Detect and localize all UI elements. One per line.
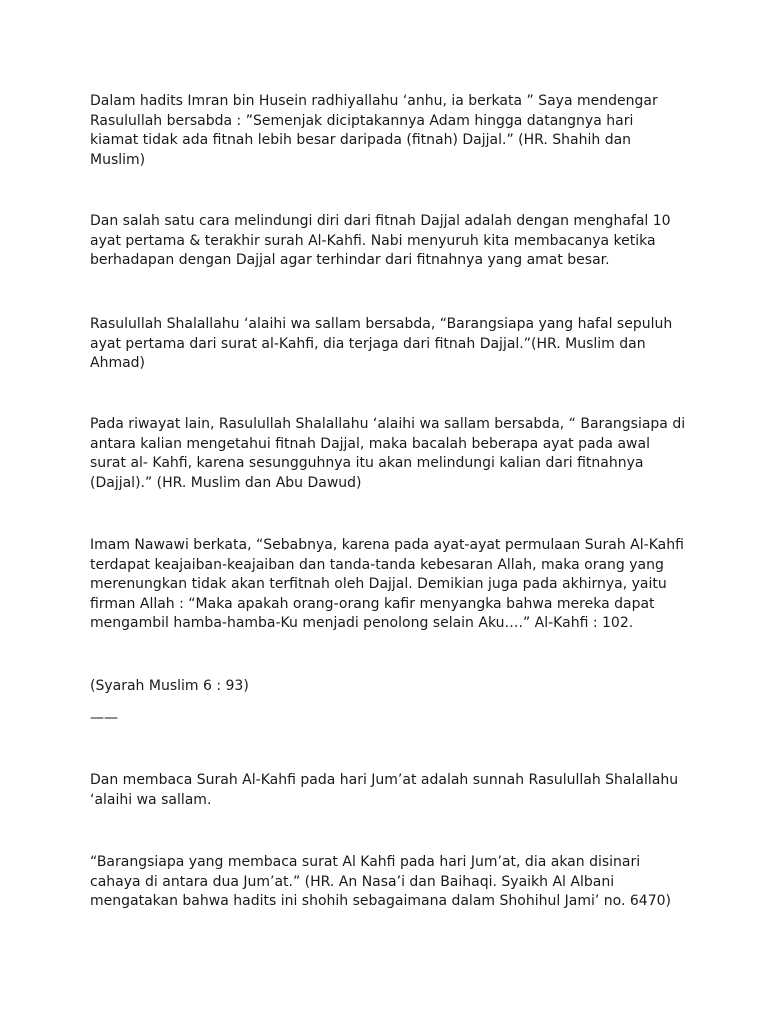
paragraph-riwayat-lain: Pada riwayat lain, Rasulullah Shalallahu ‘alaihi wa sallam bersabda, “ Barangsiapa di antara kalian mengetahui fitnah Dajjal, maka bacalah beberapa ayat pada awal surat al- Kahfi, karena sesungguhnya itu akan melindungi kalian dari fitnahnya (Dajjal).” (HR. Muslim dan Abu Dawud) — [90, 416, 686, 491]
paragraph-imam-nawawi: Imam Nawawi berkata, “Sebabnya, karena pada ayat-ayat permulaan Surah Al-Kahfi terdapat keajaiban-keajaiban dan tanda-tanda kebesaran Allah, maka orang yang merenungkan tidak akan terfitnah oleh Dajjal. Demikian juga pada akhirnya, yaitu firman Allah : “Maka apakah orang-orang kafir menyangka bahwa mereka dapat mengambil hamba-hamba-Ku menjadi penolong selain Aku….” Al-Kahfi : 102. — [90, 537, 684, 631]
section-divider: —— — [90, 710, 118, 726]
paragraph-syarah-muslim-citation: (Syarah Muslim 6 : 93) — [90, 678, 249, 694]
paragraph-al-kahfi-protection: Dan salah satu cara melindungi diri dari fitnah Dajjal adalah dengan menghafal 10 ayat pertama & terakhir surah Al-Kahfi. Nabi menyuruh kita membacanya ketika berhadapan dengan Dajjal agar terhindar dari fitnahnya yang amat besar. — [90, 213, 671, 268]
paragraph-imran-hadith: Dalam hadits Imran bin Husein radhiyallahu ‘anhu, ia berkata ” Saya mendengar Rasulullah bersabda : ”Semenjak diciptakannya Adam hingga datangnya hari kiamat tidak ada fitnah lebih besar daripada (fitnah) Dajjal.” (HR. Shahih dan Muslim) — [90, 93, 658, 168]
paragraph-jumat-hadith: “Barangsiapa yang membaca surat Al Kahfi pada hari Jum’at, dia akan disinari cahaya di antara dua Jum’at.” (HR. An Nasa’i dan Baihaqi. Syaikh Al Albani mengatakan bahwa hadits ini shohih sebagaimana dalam Shohihul Jami’ no. 6470) — [90, 854, 671, 909]
paragraph-hafal-sepuluh-ayat: Rasulullah Shalallahu ‘alaihi wa sallam bersabda, “Barangsiapa yang hafal sepuluh ayat pertama dari surat al-Kahfi, dia terjaga dari fitnah Dajjal.”(HR. Muslim dan Ahmad) — [90, 316, 673, 371]
paragraph-jumat-sunnah: Dan membaca Surah Al-Kahfi pada hari Jum’at adalah sunnah Rasulullah Shalallahu ‘alaihi wa sallam. — [90, 772, 679, 808]
